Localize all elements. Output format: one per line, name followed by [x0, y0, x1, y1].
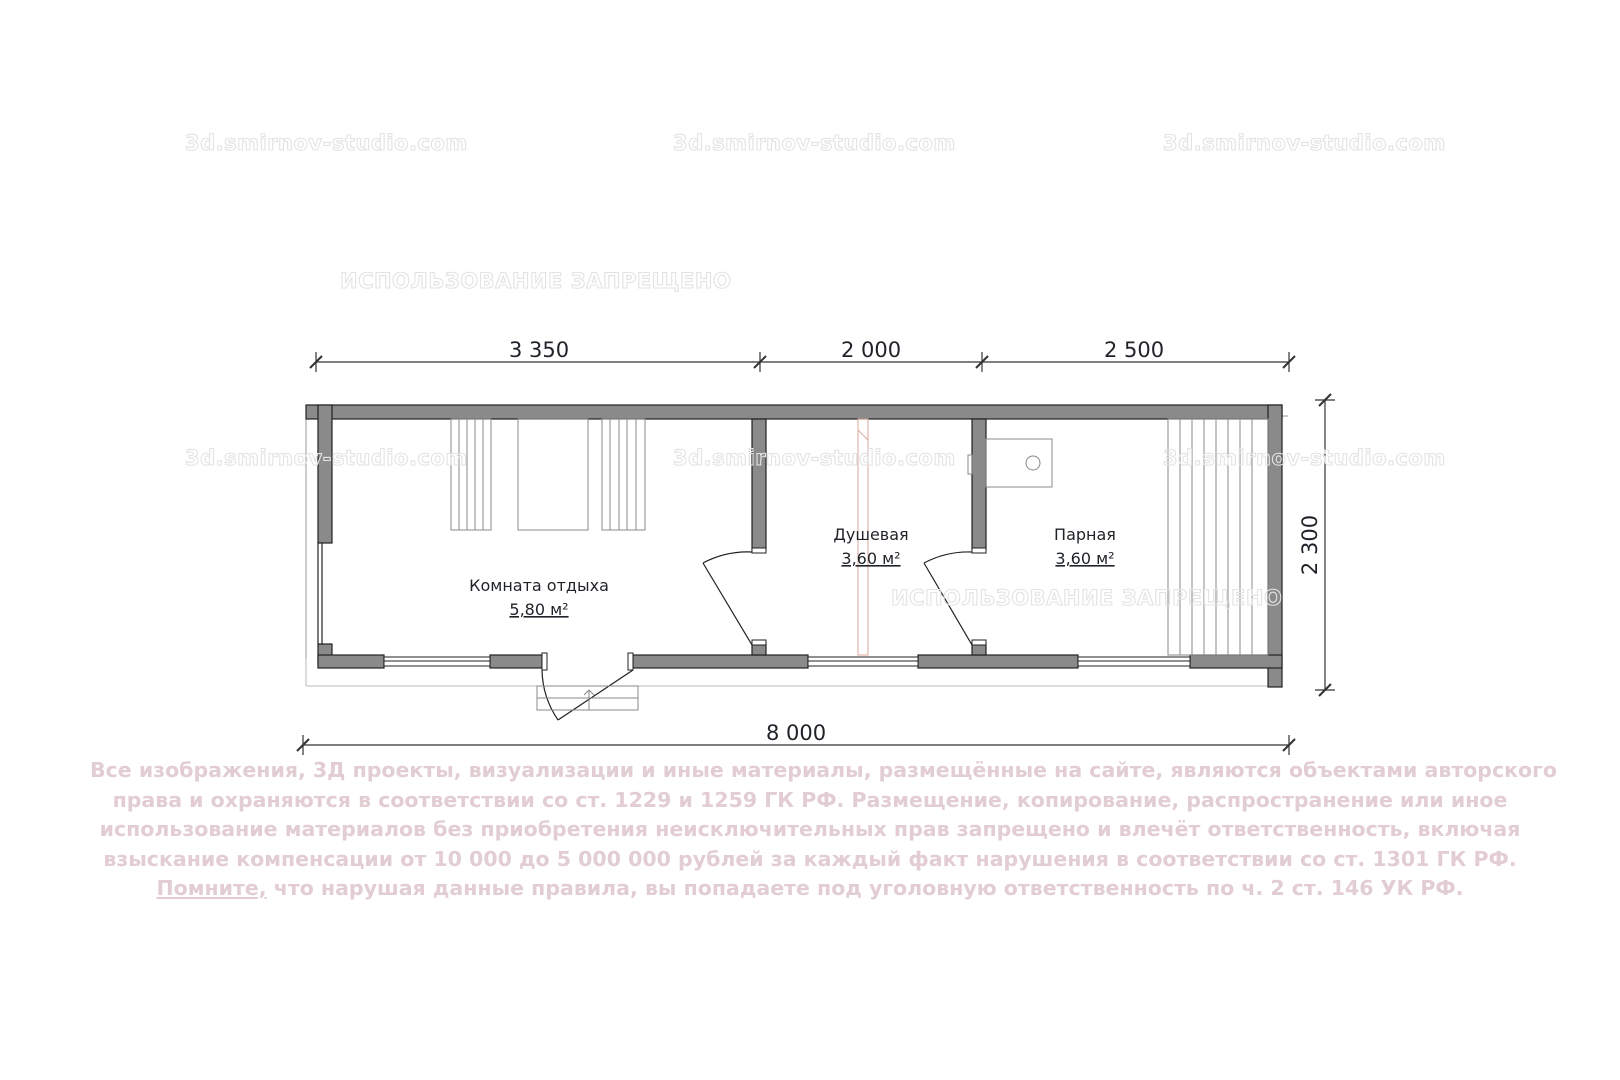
room-area-shower: 3,60 м² — [841, 549, 901, 568]
copyright-line-2: права и охраняются в соответствии со ст. 1229 и 1259 ГК РФ. Размещение, копирование, распространение или иное — [112, 787, 1508, 812]
wall-bottom-3 — [633, 655, 808, 668]
dim-label-rest-room: 3 350 — [508, 338, 570, 362]
door-swing-steam — [924, 552, 972, 563]
watermarks — [185, 131, 1446, 293]
watermark-site-2: 3d.smirnov-studio.com — [673, 131, 956, 155]
dimension-labels — [509, 338, 1322, 745]
watermarks-over-plan — [185, 446, 1446, 610]
door-leaf-entry — [558, 670, 633, 720]
room-name-shower: Душевая — [833, 525, 909, 544]
stove-burner — [1026, 456, 1040, 470]
bench-right — [602, 419, 645, 530]
partition-1-upper — [752, 419, 766, 550]
wall-bottom-2 — [490, 655, 542, 668]
entry-door-jamb-right — [628, 653, 633, 670]
wall-left-upper — [318, 405, 332, 543]
partition-2-upper — [972, 419, 986, 550]
dim-label-total-width: 8 000 — [765, 721, 827, 745]
bench-left — [451, 419, 491, 530]
watermark-site-6: 3d.smirnov-studio.com — [1163, 446, 1446, 470]
copyright-line-3: использование материалов без приобретения неисключительных прав запрещено и влечёт ответственность, включая — [99, 817, 1521, 841]
wall-bottom-5 — [1190, 655, 1282, 668]
wall-top — [306, 405, 1282, 419]
rest-room-furniture — [451, 419, 645, 530]
remember-link[interactable]: Помните, — [156, 876, 267, 900]
door-swing-shower — [703, 552, 752, 563]
watermark-site-3: 3d.smirnov-studio.com — [1163, 131, 1446, 155]
watermark-forbidden-2: ИСПОЛЬЗОВАНИЕ ЗАПРЕЩЕНО — [891, 586, 1283, 610]
copyright-line-4: взыскание компенсации от 10 000 до 5 000 000 рублей за каждый факт нарушения в соответствии со ст. 1301 ГК РФ. — [103, 846, 1517, 871]
watermark-forbidden-1: ИСПОЛЬЗОВАНИЕ ЗАПРЕЩЕНО — [340, 269, 732, 293]
entry-steps — [537, 686, 638, 710]
room-area-steam: 3,60 м² — [1055, 549, 1115, 568]
wall-bottom-4 — [918, 655, 1078, 668]
room-name-rest: Комната отдыха — [469, 576, 609, 595]
window-left — [318, 543, 322, 644]
wall-bottom-1 — [318, 655, 384, 668]
room-name-steam: Парная — [1054, 525, 1116, 544]
stove — [986, 439, 1052, 487]
watermark-site-1: 3d.smirnov-studio.com — [185, 131, 468, 155]
copyright-notice — [90, 756, 1557, 904]
copyright-line-5 — [90, 874, 1530, 904]
watermark-site-5: 3d.smirnov-studio.com — [673, 446, 956, 470]
copyright-line-1: Все изображения, 3Д проекты, визуализации и иные материалы, размещённые на сайте, являются объектами авторского — [90, 758, 1557, 782]
dim-label-shower: 2 000 — [840, 338, 902, 362]
dim-label-height: 2 300 — [1298, 514, 1322, 576]
table — [518, 419, 588, 530]
room-area-rest: 5,80 м² — [509, 600, 569, 619]
door-swing-entry — [542, 670, 558, 720]
watermark-site-4: 3d.smirnov-studio.com — [185, 446, 468, 470]
door-leaf-shower — [703, 563, 752, 645]
dim-label-steam-room: 2 500 — [1103, 338, 1165, 362]
entry-door-jamb-left — [542, 653, 547, 670]
copyright-line-5-rest: что нарушая данные правила, вы попадаете под уголовную ответственность по ч. 2 ст. 146 УК РФ. — [266, 876, 1464, 900]
